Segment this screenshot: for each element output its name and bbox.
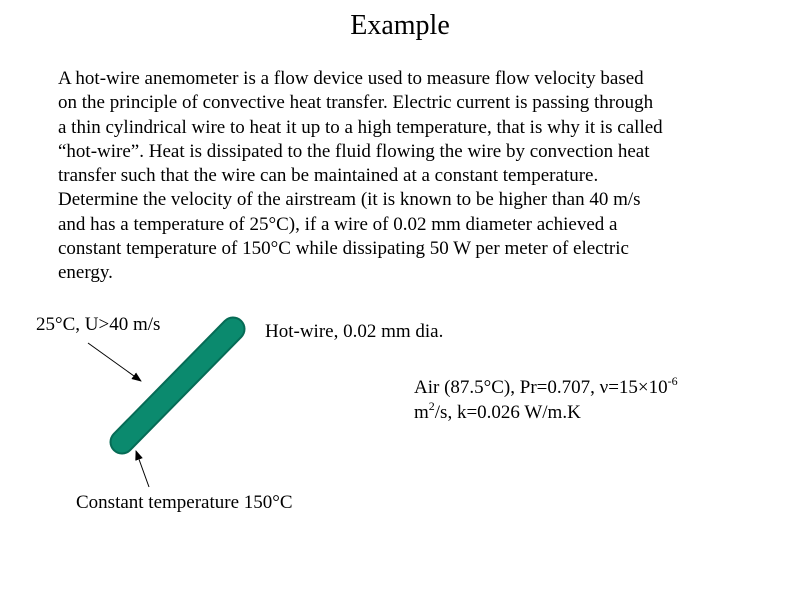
air-properties-row-2 xyxy=(414,400,678,425)
wire-temperature-label: Constant temperature 150°C xyxy=(76,492,293,513)
hot-wire xyxy=(122,329,233,442)
problem-line: A hot-wire anemometer is a flow device used to measure flow velocity based xyxy=(58,68,644,89)
nu-symbol: ν xyxy=(599,377,609,398)
nu-exponent: -6 xyxy=(667,374,678,388)
air-properties-suffix: /s, k=0.026 W/m.K xyxy=(434,402,581,423)
problem-line: on the principle of convective heat transfer. Electric current is passing through xyxy=(58,92,654,114)
hot-wire-label: Hot-wire, 0.02 mm dia. xyxy=(265,321,444,342)
problem-line: Determine the velocity of the airstream (it is known to be higher than 40 m/s xyxy=(58,189,641,211)
problem-line: and has a temperature of 25°C), if a wire of 0.02 mm diameter achieved a xyxy=(58,213,618,235)
problem-line: constant temperature of 150°C while dissipating 50 W per meter of electric xyxy=(58,238,629,260)
problem-line: “hot-wire”. Heat is dissipated to the fluid flowing the wire by convection heat xyxy=(58,140,650,162)
slide-title: Example xyxy=(350,10,450,41)
problem-line: transfer such that the wire can be maintained at a constant temperature. xyxy=(58,165,599,187)
problem-line: energy. xyxy=(58,262,113,284)
air-properties-label xyxy=(414,375,678,425)
unit-exponent: 2 xyxy=(428,399,435,413)
problem-line: a thin cylindrical wire to heat it up to a high temperature, that is why it is called xyxy=(58,116,663,138)
unit-m: m xyxy=(414,402,429,423)
nu-value: =15×10 xyxy=(608,377,668,398)
air-properties-row-1 xyxy=(414,375,678,400)
flow-condition-label: 25°C, U>40 m/s xyxy=(36,314,161,335)
air-properties-prefix: Air (87.5°C), Pr=0.707, xyxy=(414,377,600,398)
temperature-arrow xyxy=(136,451,149,487)
flow-arrow xyxy=(88,343,141,381)
